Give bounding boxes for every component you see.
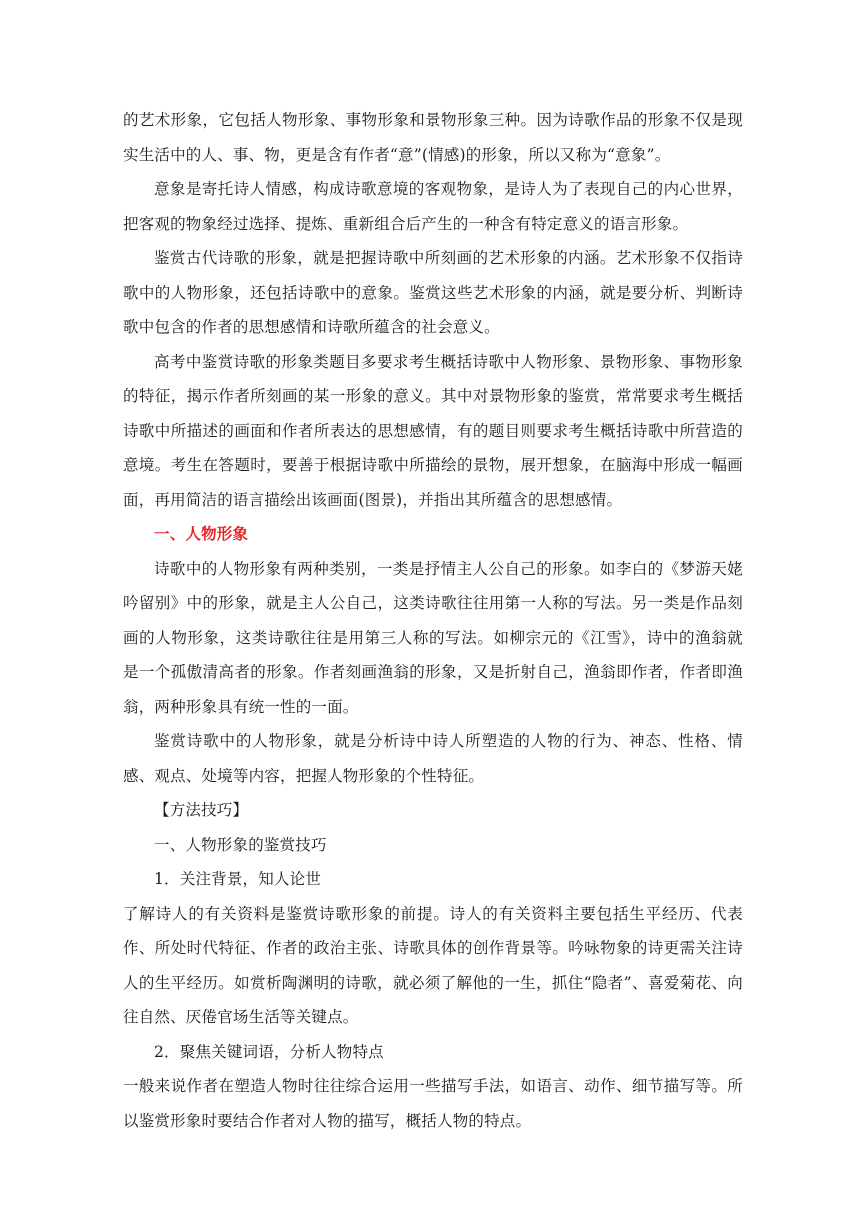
- method-subheading: 一、人物形象的鉴赏技巧: [154, 835, 327, 854]
- paragraph-appreciation: 鉴赏古代诗歌的形象，就是把握诗歌中所刻画的艺术形象的内涵。艺术形象不仅指诗歌中的人物形象，还包括诗歌中的意象。鉴赏这些艺术形象的内涵，就是要分析、判断诗歌中包含的作者的思想感情和诗歌所蕴含的社会意义。: [123, 249, 743, 336]
- tip-2-body: 一般来说作者在塑造人物时往往综合运用一些描写手法，如语言、动作、细节描写等。所以鉴赏形象时要结合作者对人物的描写，概括人物的特点。: [123, 1077, 743, 1130]
- paragraph-continuation: 的艺术形象，它包括人物形象、事物形象和景物形象三种。因为诗歌作品的形象不仅是现实生活中的人、事、物，更是含有作者“意”(情感)的形象，所以又称为“意象”。: [123, 111, 743, 164]
- paragraph-character-analysis: 鉴赏诗歌中的人物形象，就是分析诗中诗人所塑造的人物的行为、神态、性格、情感、观点、处境等内容，把握人物形象的个性特征。: [123, 732, 743, 785]
- paragraph-imagery-definition: 意象是寄托诗人情感，构成诗歌意境的客观物象，是诗人为了表现自己的内心世界，把客观的物象经过选择、提炼、重新组合后产生的一种含有特定意义的语言形象。: [123, 180, 743, 233]
- document-body: [123, 103, 743, 1138]
- section-heading-character-image: 一、人物形象: [154, 524, 249, 543]
- paragraph-exam-requirements: 高考中鉴赏诗歌的形象类题目多要求考生概括诗歌中人物形象、景物形象、事物形象的特征，揭示作者所刻画的某一形象的意义。其中对景物形象的鉴赏，常常要求考生概括诗歌中所描述的画面和作者所表达的思想感情，有的题目则要求考生概括诗歌中所营造的意境。考生在答题时，要善于根据诗歌中所描绘的景物，展开想象，在脑海中形成一幅画面，再用简洁的语言描绘出该画面(图景)，并指出其所蕴含的思想感情。: [123, 352, 743, 509]
- method-heading: 【方法技巧】: [154, 801, 249, 819]
- tip-2-title: 2．聚焦关键词语，分析人物特点: [154, 1042, 384, 1061]
- tip-1-title: 1．关注背景，知人论世: [154, 870, 322, 888]
- tip-1-body: 了解诗人的有关资料是鉴赏诗歌形象的前提。诗人的有关资料主要包括生平经历、代表作、所处时代特征、作者的政治主张、诗歌具体的创作背景等。吟咏物象的诗更需关注诗人的生平经历。如赏析陶渊明的诗歌，就必须了解他的一生，抓住“隐者”、喜爱菊花、向往自然、厌倦官场生活等关键点。: [123, 904, 743, 1026]
- paragraph-character-types: 诗歌中的人物形象有两种类别，一类是抒情主人公自己的形象。如李白的《梦游天姥吟留别》中的形象，就是主人公自己，这类诗歌往往用第一人称的写法。另一类是作品刻画的人物形象，这类诗歌往往是用第三人称的写法。如柳宗元的《江雪》，诗中的渔翁就是一个孤傲清高者的形象。作者刻画渔翁的形象，又是折射自己，渔翁即作者，作者即渔翁，两种形象具有统一性的一面。: [123, 559, 743, 716]
